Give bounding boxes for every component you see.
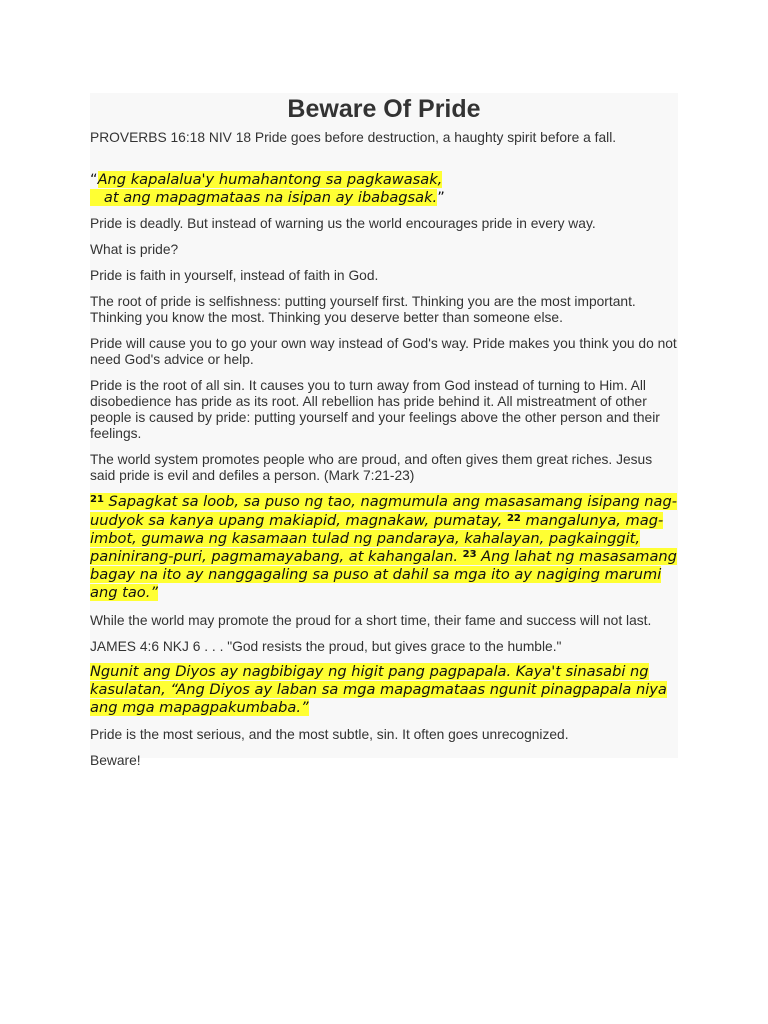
james-tagalog-text: Ngunit ang Diyos ay nagbibigay ng higit pang pagpapala. Kaya't sinasabi ng kasulatan, “Ang Diyos ay laban sa mga mapagmataas ngunit pinagpapala niya ang mga mapagpakumbaba.” bbox=[90, 662, 667, 717]
quote-line-2: at ang mapagmataas na isipan ay ibabagsak. bbox=[103, 189, 438, 207]
document-title: Beware Of Pride bbox=[287, 95, 481, 123]
paragraph-root: The root of pride is selfishness: putting yourself first. Thinking you are the most important. Thinking you know the most. Thinking you deserve better than someone else. bbox=[90, 294, 636, 326]
verse-23-text: Ang lahat ng masasamang bagay na ito ay nanggagaling sa puso at dahil sa mga ito ay nagiging marumi ang tao.” bbox=[90, 548, 677, 602]
verse-number-22: 22 bbox=[506, 512, 521, 524]
paragraph-question: What is pride? bbox=[90, 242, 179, 258]
mark-tagalog-quote bbox=[90, 493, 678, 602]
paragraph-faith: Pride is faith in yourself, instead of faith in God. bbox=[90, 268, 379, 284]
verse-21-text: Sapagkat sa loob, sa puso ng tao, nagmumula ang masasamang isipang nag-uudyok sa kanya upang makiapid, magnakaw, pumatay, bbox=[90, 493, 677, 529]
paragraph-root-of-sin: Pride is the root of all sin. It causes you to turn away from God instead of turning to Him. All disobedience has pride as its root. All rebellion has pride behind it. All mistreatment of other people is caused by pride: putting yourself and your feelings above the other person and their feelings. bbox=[90, 378, 660, 442]
paragraph-short-time: While the world may promote the proud for a short time, their fame and success will not last. bbox=[90, 612, 652, 628]
quote-indent bbox=[90, 189, 104, 206]
paragraph-own-way: Pride will cause you to go your own way instead of God's way. Pride makes you think you do not need God's advice or help. bbox=[90, 336, 677, 368]
paragraph-beware: Beware! bbox=[90, 753, 141, 769]
verse-number-23: 23 bbox=[462, 549, 477, 561]
james-verse: JAMES 4:6 NKJ 6 . . . "God resists the proud, but gives grace to the humble." bbox=[90, 638, 562, 654]
verse-number-21: 21 bbox=[90, 494, 104, 506]
james-tagalog-quote bbox=[90, 663, 678, 718]
paragraph-deadly: Pride is deadly. But instead of warning us the world encourages pride in every way. bbox=[90, 216, 596, 232]
proverbs-verse: PROVERBS 16:18 NIV 18 Pride goes before destruction, a haughty spirit before a fall. bbox=[90, 130, 617, 145]
quote-close-mark: ” bbox=[437, 189, 445, 207]
proverbs-tagalog-quote bbox=[90, 171, 678, 207]
quote-line-1: Ang kapalalua'y humahantong sa pagkawasak, bbox=[97, 171, 443, 188]
paragraph-most-serious: Pride is the most serious, and the most subtle, sin. It often goes unrecognized. bbox=[90, 727, 569, 743]
document-page bbox=[90, 93, 678, 769]
quote-open-mark: “ bbox=[90, 171, 98, 188]
paragraph-world-system: The world system promotes people who are proud, and often gives them great riches. Jesus said pride is evil and defiles a person. (Mark 7:21-23) bbox=[90, 452, 653, 484]
verse-21 bbox=[90, 493, 677, 601]
verse-22-text: mangalunya, mag-imbot, gumawa ng kasamaan tulad ng pandaraya, kahalayan, pagkainggit, paninirang-puri, pagmamayabang, at kahangalan. bbox=[90, 511, 664, 566]
